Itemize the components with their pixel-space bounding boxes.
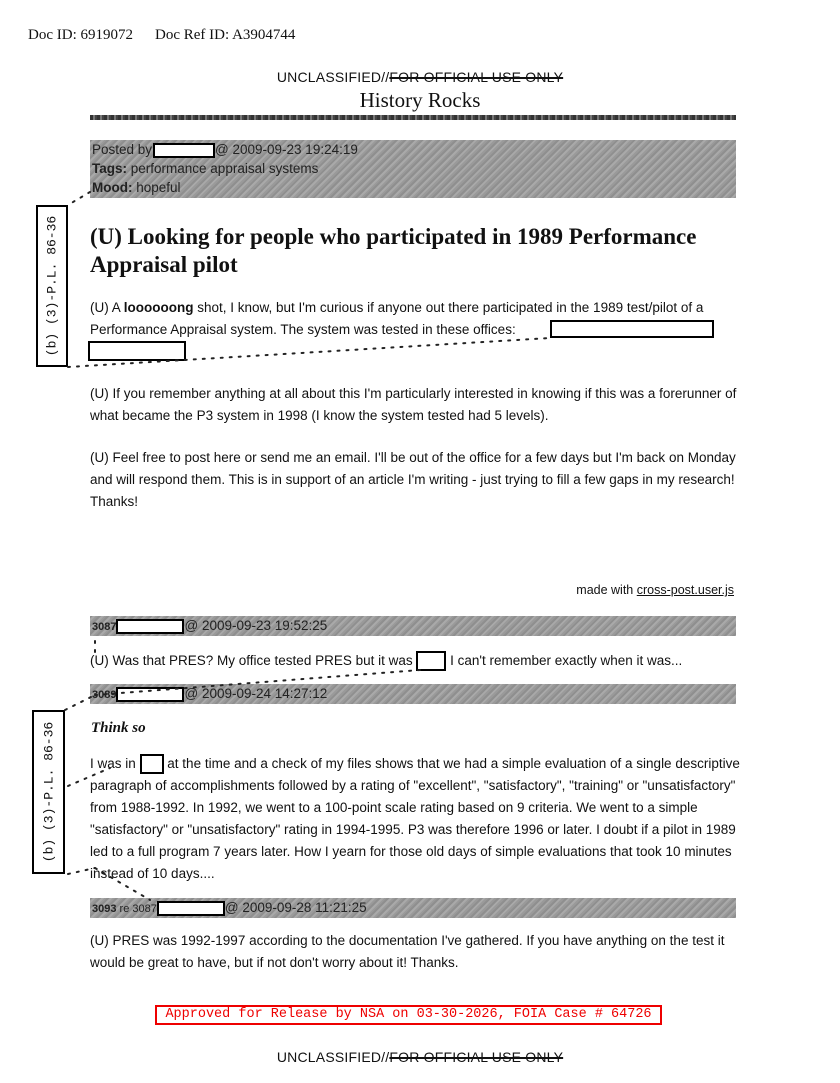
comment-heading: Think so — [91, 720, 146, 736]
post-title: (U) Looking for people who participated in 1989 Performance Appraisal pilot — [90, 224, 697, 277]
comment-id[interactable]: 3093 — [92, 903, 117, 915]
classification-struck: FOR OFFICIAL USE ONLY — [389, 1049, 564, 1065]
blog-title: History Rocks — [359, 88, 481, 112]
comment-id[interactable]: 3087 — [92, 621, 117, 633]
made-with-label: made with — [576, 583, 637, 597]
doc-ref-id: Doc Ref ID: A3904744 — [155, 27, 296, 43]
mood-label: Mood: — [92, 180, 133, 195]
tags-value[interactable]: performance appraisal systems — [127, 161, 319, 176]
comment-id[interactable]: 3089 — [92, 689, 117, 701]
posted-by-label: Posted by — [92, 142, 153, 157]
comment-timestamp: @ 2009-09-28 11:21:25 — [224, 900, 367, 915]
comment-timestamp: @ 2009-09-24 14:27:12 — [184, 686, 328, 701]
exemption-label-1: (b) (3)-P.L. 86-36 — [44, 215, 60, 357]
comment-timestamp: @ 2009-09-23 19:52:25 — [184, 618, 328, 633]
classification-prefix: UNCLASSIFIED// — [276, 1049, 390, 1065]
p1-text-b: shot, I know, but I'm curious if anyone out there participated in the 1989 test/pilot of a Performance Appraisal system. The system was tested in these offices: — [90, 300, 704, 337]
classification-struck: FOR OFFICIAL USE ONLY — [389, 69, 564, 85]
p1-text-a: (U) A — [90, 300, 124, 315]
comment-text-b: at the time and a check of my files shows that we had a simple evaluation of a single descriptive paragraph of accomplishments followed by a rating of "excellent", "satisfactory", "training" or "unsatisfactory" from 1988-1992. In 1992, we went to a 100-point scale rating based on 9 criteria. We went to a simple "satisfactory" or "unsatisfactory" rating in 1994-1995. P3 was therefore 1996 or later. I doubt if a pilot in 1989 led to a full program 7 years later. How I yearn for those old days of simple evaluations that took 10 minutes instead of 10 days.... — [90, 756, 740, 881]
classification-prefix: UNCLASSIFIED// — [276, 69, 390, 85]
comment-body-3093: (U) PRES was 1992-1997 according to the documentation I've gathered. If you have anything on the test it would be great to have, but if not don't worry about it! Thanks. — [90, 933, 725, 970]
doc-id: Doc ID: 6919072 — [28, 27, 133, 43]
tags-label: Tags: — [92, 161, 128, 176]
exemption-label-2: (b) (3)-P.L. 86-36 — [41, 721, 56, 863]
release-stamp: Approved for Release by NSA on 03-30-2026, FOIA Case # 64726 — [155, 1005, 662, 1025]
comment-reply-to[interactable]: re 3087 — [116, 903, 157, 915]
mood-value: hopeful — [132, 180, 181, 195]
comment-text-a: I was in — [90, 756, 136, 771]
comment-text-a: (U) Was that PRES? My office tested PRES but it was — [90, 653, 413, 668]
post-paragraph-2: (U) If you remember anything at all about this I'm particularly interested in knowing if this was a forerunner of what became the P3 system in 1998 (I know the system tested had 5 levels). — [90, 386, 737, 423]
post-paragraph-3: (U) Feel free to post here or send me an email. I'll be out of the office for a few days but I'm back on Monday and will respond them. This is in support of an article I'm writing - just trying to fill a few gaps in my research! Thanks! — [90, 450, 736, 509]
made-with-link[interactable]: cross-post.user.js — [636, 583, 734, 597]
comment-text-b: I can't remember exactly when it was... — [446, 653, 683, 668]
classification-banner-bottom — [0, 1049, 840, 1065]
p1-emphasis: loooooong — [123, 300, 194, 315]
posted-at: @ 2009-09-23 19:24:19 — [215, 142, 358, 157]
